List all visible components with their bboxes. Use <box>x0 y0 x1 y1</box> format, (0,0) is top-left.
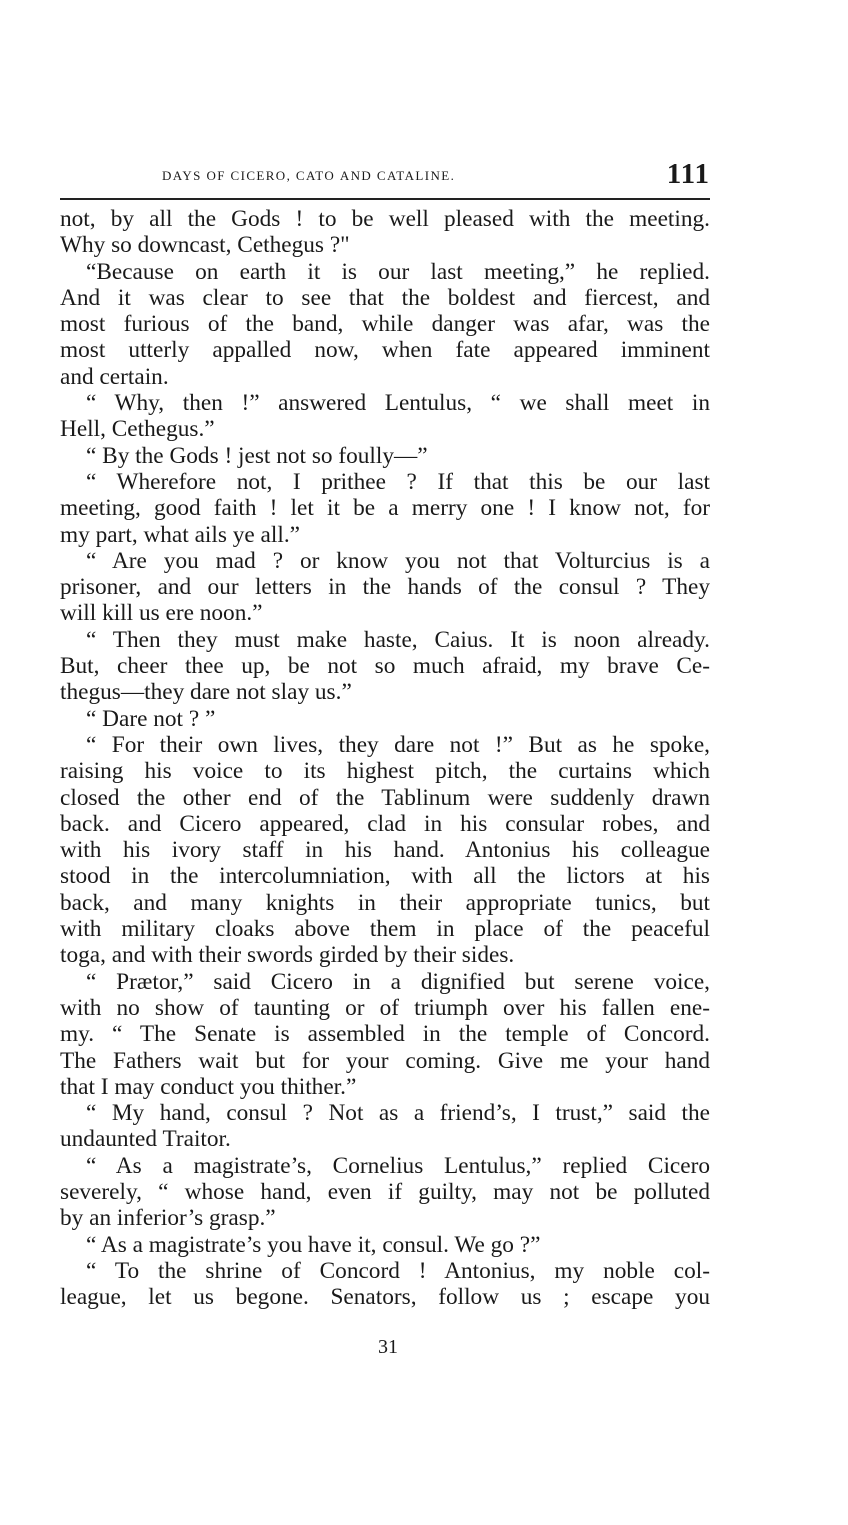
text-line: “ For their own lives, they dare not !” But as he spoke, <box>86 731 710 758</box>
text-line: most furious of the band, while danger was afar, was the <box>60 311 710 338</box>
text-line: “ As a magistrate’s you have it, consul. We go ?” <box>86 1231 541 1258</box>
text-line: “ Then they must make haste, Caius. It is noon already. <box>86 626 710 653</box>
text-line: prisoner, and our letters in the hands of the consul ? They <box>60 574 710 601</box>
text-line: Why so downcast, Cethegus ?" <box>60 232 350 259</box>
text-line: most utterly appalled now, when fate appeared imminent <box>60 337 710 364</box>
text-line: Hell, Cethegus.” <box>60 416 215 443</box>
text-line: “Because on earth it is our last meeting,” he replied. <box>86 258 710 285</box>
text-line: that I may conduct you thither.” <box>60 1073 357 1100</box>
text-line: closed the other end of the Tablinum were suddenly drawn <box>60 784 710 811</box>
signature-mark: 31 <box>378 1336 398 1358</box>
text-line: my. “ The Senate is assembled in the temple of Concord. <box>60 1021 710 1048</box>
text-line: with his ivory staff in his hand. Antonius his colleague <box>60 837 710 864</box>
text-line: league, let us begone. Senators, follow us ; escape you <box>60 1284 710 1311</box>
text-line: undaunted Traitor. <box>60 1126 231 1153</box>
text-line: and certain. <box>60 363 169 390</box>
text-line: not, by all the Gods ! to be well pleased with the meeting. <box>60 206 710 232</box>
text-line: And it was clear to see that the boldest and fiercest, and <box>60 284 710 311</box>
text-line: “ Prætor,” said Cicero in a dignified but serene voice, <box>86 968 710 995</box>
text-line: severely, “ whose hand, even if guilty, may not be polluted <box>60 1178 710 1205</box>
book-page <box>60 158 710 1358</box>
text-line: The Fathers wait but for your coming. Give me your hand <box>60 1047 710 1074</box>
text-line: back, and many knights in their appropriate tunics, but <box>60 889 710 916</box>
text-line: But, cheer thee up, be not so much afraid, my brave Ce- <box>60 653 710 680</box>
page-number: 111 <box>666 158 710 190</box>
text-line: meeting, good faith ! let it be a merry one ! I know not, for <box>60 495 710 522</box>
text-line: “ Why, then !” answered Lentulus, “ we shall meet in <box>86 390 710 417</box>
text-line: raising his voice to its highest pitch, the curtains which <box>60 758 710 785</box>
text-line: “ As a magistrate’s, Cornelius Lentulus,” replied Cicero <box>86 1152 710 1179</box>
text-line: back. and Cicero appeared, clad in his consular robes, and <box>60 810 710 837</box>
text-line: will kill us ere noon.” <box>60 600 263 627</box>
text-line: thegus—they dare not slay us.” <box>60 679 352 706</box>
running-head: days of cicero, cato and cataline. <box>162 164 456 185</box>
header-rule <box>60 198 710 200</box>
text-line: “ My hand, consul ? Not as a friend’s, I trust,” said the <box>86 1100 710 1127</box>
text-line: “ Dare not ? ” <box>86 705 216 732</box>
text-line: “ Wherefore not, I prithee ? If that this be our last <box>86 468 710 495</box>
text-line: my part, what ails ye all.” <box>60 521 301 548</box>
text-line: “ By the Gods ! jest not so foully—” <box>86 442 428 469</box>
text-line: with military cloaks above them in place of the peaceful <box>60 916 710 943</box>
text-line: “ To the shrine of Concord ! Antonius, my noble col- <box>86 1257 710 1284</box>
body-text <box>60 206 710 1310</box>
text-line: with no show of taunting or of triumph over his fallen ene- <box>60 994 710 1021</box>
text-line: toga, and with their swords girded by their sides. <box>60 942 515 969</box>
text-line: “ Are you mad ? or know you not that Volturcius is a <box>86 547 710 574</box>
text-line: by an inferior’s grasp.” <box>60 1205 276 1232</box>
page-header <box>60 160 710 194</box>
text-line: stood in the intercolumniation, with all the lictors at his <box>60 863 710 890</box>
